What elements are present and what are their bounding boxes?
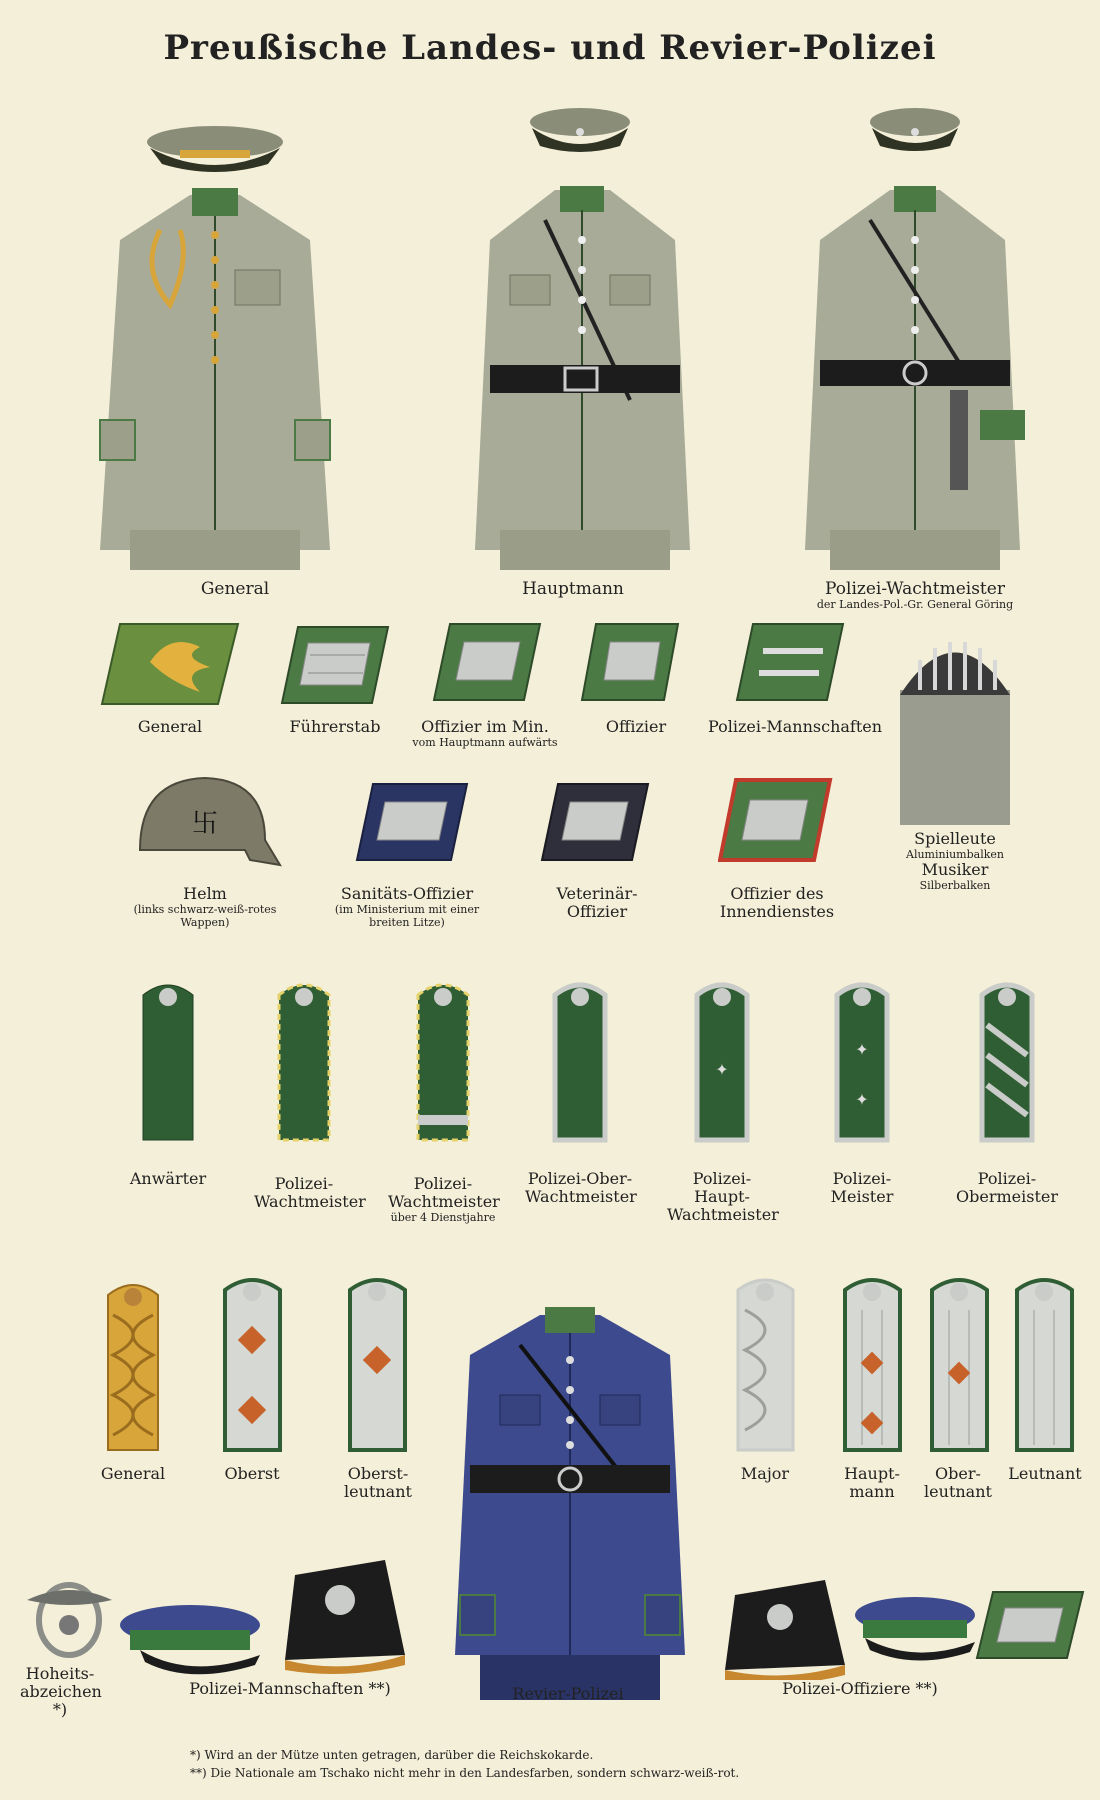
wachtmeister-uniform-illustration <box>790 100 1040 570</box>
strap-label-anwaerter: Anwärter <box>129 1169 207 1188</box>
offiziere-label: Polizei-Offiziere **) <box>782 1679 938 1698</box>
uniform-label-wachtmeister: Polizei-Wachtmeister der Landes-Pol.-Gr. General Göring <box>816 579 1014 611</box>
collar-tab-veterinaer <box>540 782 650 862</box>
strap-label-ober-wachtmeister: Polizei-Ober-Wachtmeister <box>525 1169 637 1206</box>
strap-wachtmeister-4jahre <box>413 975 473 1145</box>
collar-label-mannschaften: Polizei-Mannschaften <box>707 717 883 736</box>
collar-tab-offizier <box>580 622 680 702</box>
strap-label-oberleutnant: Ober-leutnant <box>924 1464 992 1501</box>
uniform-label-general: General <box>200 579 270 599</box>
strap-label-oberstleutnant: Oberst-leutnant <box>344 1464 412 1501</box>
strap-anwaerter <box>138 975 198 1145</box>
strap-officer-oberst <box>220 1270 285 1455</box>
strap-haupt-wachtmeister <box>692 975 752 1145</box>
collar-label-veterinaer: Veterinär-Offizier <box>556 884 638 921</box>
collar-label-sanitaets: Sanitäts-Offizier (im Ministerium mit einer breiten Litze) <box>334 884 480 929</box>
strap-label-leutnant: Leutnant <box>1008 1464 1082 1483</box>
revier-polizei-uniform-illustration <box>440 1285 700 1705</box>
strap-obermeister <box>977 975 1037 1145</box>
helm-label: Helm (links schwarz-weiß-rotes Wappen) <box>133 884 277 929</box>
revier-polizei-label: Revier-Polizei <box>512 1684 624 1703</box>
footnote-1: *) Wird an der Mütze unten getragen, darüber die Reichskokarde. <box>190 1748 594 1762</box>
offiziere-shako <box>705 1565 855 1680</box>
strap-officer-major <box>733 1270 798 1455</box>
strap-label-oberst: Oberst <box>224 1464 280 1483</box>
offiziere-cap <box>845 1590 985 1670</box>
strap-label-meister: Polizei-Meister <box>830 1169 894 1206</box>
hauptmann-uniform-illustration <box>460 100 710 570</box>
strap-officer-oberleutnant <box>927 1270 992 1455</box>
svg-text:✦: ✦ <box>715 1060 729 1079</box>
strap-officer-hauptmann <box>840 1270 905 1455</box>
strap-label-officer-general: General <box>100 1464 166 1483</box>
strap-label-hauptmann: Haupt-mann <box>844 1464 900 1501</box>
strap-polizei-wachtmeister <box>274 975 334 1145</box>
spielleute-label: Spielleute Aluminiumbalken Musiker Silberbalken <box>906 829 1004 892</box>
strap-officer-oberstleutnant <box>345 1270 410 1455</box>
spielleute-swallow-nest <box>890 630 1020 830</box>
uniform-label-hauptmann: Hauptmann <box>522 579 624 599</box>
collar-label-offizier: Offizier <box>605 717 667 736</box>
collar-tab-fuehrerstab <box>280 625 390 705</box>
svg-text:✦: ✦ <box>855 1090 869 1109</box>
general-uniform-illustration <box>90 120 340 570</box>
strap-ober-wachtmeister <box>550 975 610 1145</box>
footnote-2: **) Die Nationale am Tschako nicht mehr in den Landesfarben, sondern schwarz-weiß-rot. <box>190 1766 740 1780</box>
strap-officer-general <box>103 1275 163 1455</box>
collar-label-general: General <box>137 717 203 736</box>
strap-label-wachtmeister-4: Polizei-Wachtmeister über 4 Dienstjahre <box>388 1174 500 1224</box>
strap-label-major: Major <box>740 1464 790 1483</box>
svg-text:✦: ✦ <box>855 1040 869 1059</box>
collar-tab-innendienst <box>718 778 833 863</box>
strap-label-obermeister: Polizei-Obermeister <box>956 1169 1058 1206</box>
strap-officer-leutnant <box>1012 1270 1077 1455</box>
collar-tab-mannschaften <box>735 622 845 702</box>
hoheitsabzeichen-emblem <box>22 1570 117 1660</box>
collar-label-offizier-min: Offizier im Min. vom Hauptmann aufwärts <box>412 717 558 749</box>
mannschaften-shako <box>265 1545 415 1675</box>
page-title: Preußische Landes- und Revier-Polizei <box>163 28 937 68</box>
svg-text:卐: 卐 <box>191 809 219 839</box>
collar-tab-offizier-min <box>432 622 542 702</box>
collar-label-fuehrerstab: Führerstab <box>289 717 381 736</box>
mannschaften-label: Polizei-Mannschaften **) <box>189 1679 391 1698</box>
hoheitsabzeichen-label: Hoheits-abzeichen *) <box>20 1664 102 1719</box>
strap-label-wachtmeister: Polizei-Wachtmeister <box>254 1174 366 1211</box>
collar-tab-general <box>100 622 240 707</box>
collar-tab-sanitaets <box>355 782 470 862</box>
helmet-illustration <box>125 770 285 880</box>
offiziere-collar-tab <box>975 1590 1085 1660</box>
strap-label-haupt-wachtmeister: Polizei-Haupt-Wachtmeister <box>667 1169 779 1224</box>
collar-label-innendienst: Offizier des Innendienstes <box>719 884 835 921</box>
strap-polizei-meister <box>832 975 892 1145</box>
mannschaften-cap <box>110 1600 270 1680</box>
